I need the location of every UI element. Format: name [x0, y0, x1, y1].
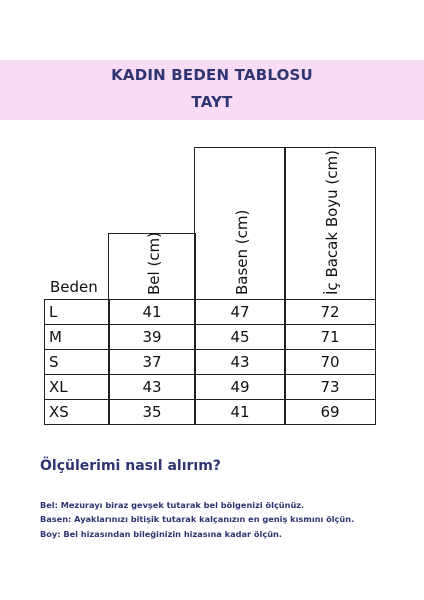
header-ic-bacak-boyu: [284, 147, 376, 301]
ic-bacak-cell: 69: [284, 399, 376, 425]
bel-cell: 39: [108, 324, 196, 350]
header-basen: [194, 147, 286, 301]
bel-cell: 43: [108, 374, 196, 400]
instruction-line-basen: Basen: Ayaklarınızı bitişik tutarak kalçanızın en geniş kısmını ölçün.: [40, 514, 355, 524]
header-ic-bacak-boyu-label: İç Bacak Boyu (cm): [322, 150, 341, 295]
bel-cell: 35: [108, 399, 196, 425]
instruction-line-bel: Bel: Mezurayı biraz gevşek tutarak bel bölgenizi ölçünüz.: [40, 500, 305, 510]
header-beden: Beden: [50, 278, 98, 296]
basen-cell: 47: [194, 299, 286, 325]
size-cell: XL: [44, 374, 110, 400]
ic-bacak-cell: 73: [284, 374, 376, 400]
banner-subtitle: TAYT: [191, 93, 233, 111]
bel-cell: 37: [108, 349, 196, 375]
header-bel: [108, 233, 196, 301]
banner-title: KADIN BEDEN TABLOSU: [111, 66, 313, 84]
basen-cell: 41: [194, 399, 286, 425]
header-basen-label: Basen (cm): [232, 209, 251, 295]
ic-bacak-cell: 71: [284, 324, 376, 350]
table-row: [44, 349, 376, 375]
table-row: [44, 324, 376, 350]
ic-bacak-cell: 70: [284, 349, 376, 375]
instructions-title: Ölçülerimi nasıl alırım?: [40, 458, 221, 474]
bel-cell: 41: [108, 299, 196, 325]
basen-cell: 43: [194, 349, 286, 375]
size-cell: M: [44, 324, 110, 350]
basen-cell: 49: [194, 374, 286, 400]
size-table: [44, 147, 376, 429]
table-row: [44, 399, 376, 425]
size-cell: S: [44, 349, 110, 375]
basen-cell: 45: [194, 324, 286, 350]
size-cell: XS: [44, 399, 110, 425]
table-row: [44, 299, 376, 325]
instruction-line-boy: Boy: Bel hizasından bileğinizin hizasına kadar ölçün.: [40, 529, 282, 539]
header-bel-label: Bel (cm): [144, 231, 163, 295]
table-row: [44, 374, 376, 400]
ic-bacak-cell: 72: [284, 299, 376, 325]
size-cell: L: [44, 299, 110, 325]
